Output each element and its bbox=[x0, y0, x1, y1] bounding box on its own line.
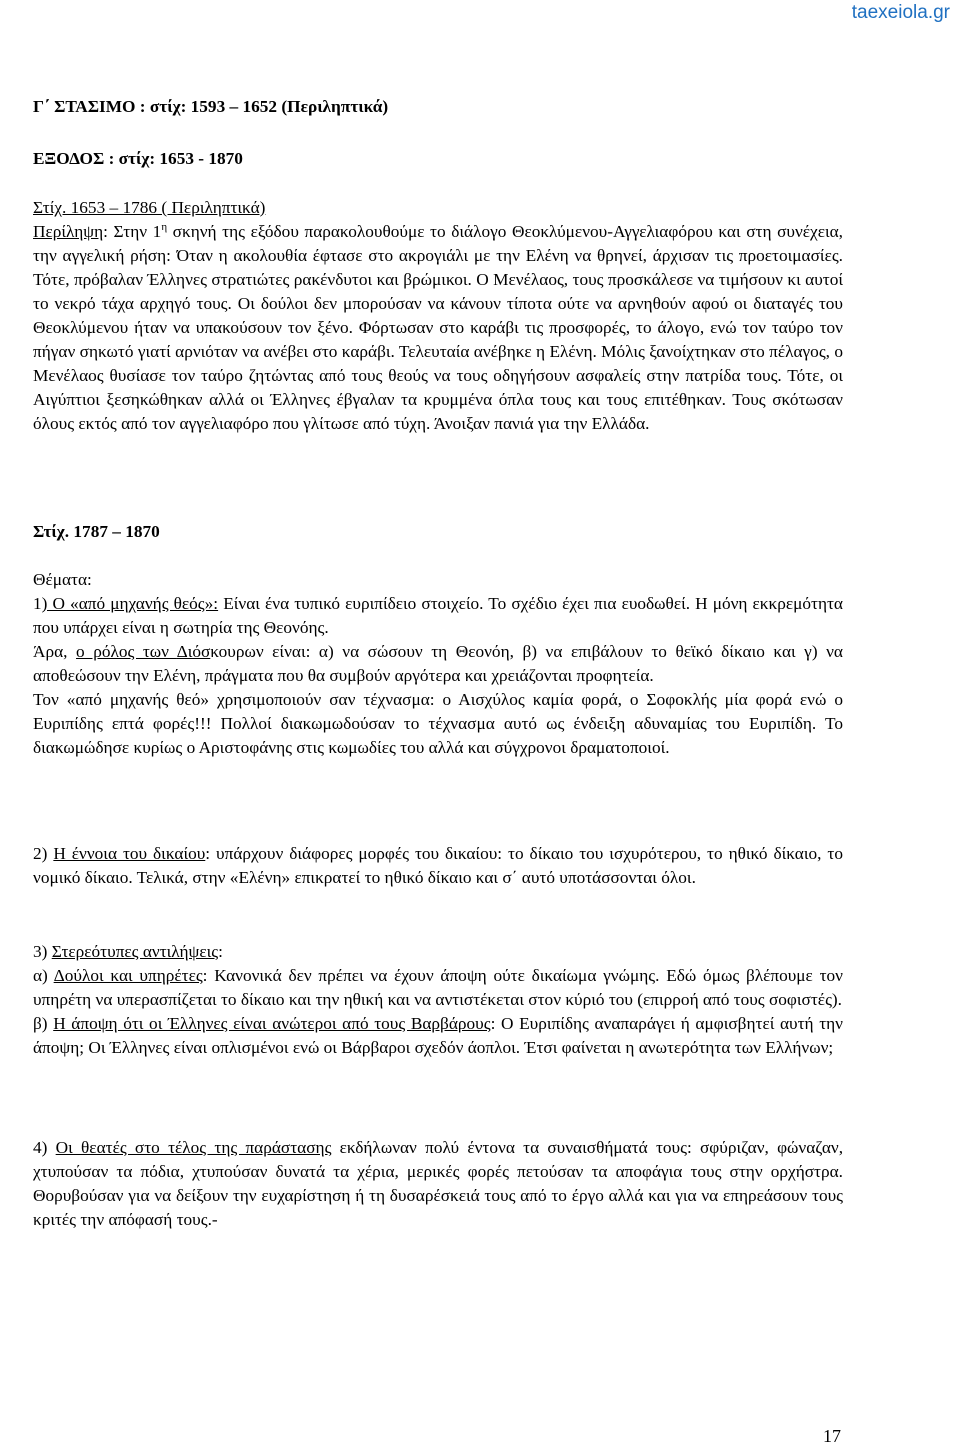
verse-range-label: Στίχ. 1653 – 1786 ( Περιληπτικά) bbox=[33, 198, 266, 217]
theme2-paragraph: 2) Η έννοια του δικαίου: υπάρχουν διάφορες μορφές του δικαίου: το δίκαιο του ισχυρότερου, το ηθικό δίκαιο, το νομικό δίκαιο. Τελικά, στην «Ελένη» επικρατεί το ηθικό δίκαιο και σ΄ αυτό υποτάσσονται όλοι. bbox=[33, 844, 843, 887]
stasimo-heading: Γ΄ ΣΤΑΣΙΜΟ : στίχ: 1593 – 1652 (Περιληπτικά) bbox=[33, 97, 389, 116]
theme1-machina-paragraph: Τον «από μηχανής θεό» χρησιμοποιούν σαν τέχνασμα: ο Αισχύλος καμία φορά, ο Σοφοκλής μία φορά ενώ ο Ευριπίδης επτά φορές!!! Πολλοί διακωμωδούσαν το τέχνασμα αυτό ως ένδειξη αδυναμίας του Ευριπίδη. Το διακωμώδησε κυρίως ο Αριστοφάνης στις κωμωδίες του αλλά και σύγχρονοι δραματοποιοί. bbox=[33, 690, 843, 757]
summary-section bbox=[33, 196, 843, 436]
verse2-heading: Στίχ. 1787 – 1870 bbox=[33, 522, 160, 541]
page-number: 17 bbox=[823, 1426, 841, 1446]
theme3-b-paragraph: β) Η άποψη ότι οι Έλληνες είναι ανώτεροι από τους Βαρβάρους: Ο Ευριπίδης αναπαράγει ή αμφισβητεί αυτή την άποψη; Οι Έλληνες είναι οπλισμένοι ενώ οι Βάρβαροι σχεδόν άοπλοι. Έτσι φαίνεται η ανωτερότητα των Ελλήνων; bbox=[33, 1014, 844, 1057]
theme3-a-title: Δούλοι και υπηρέτες bbox=[53, 966, 203, 985]
theme3-title: Στερεότυπες αντιλήψεις bbox=[51, 942, 219, 961]
exodos-heading: ΕΞΟΔΟΣ : στίχ: 1653 - 1870 bbox=[33, 149, 243, 168]
theme3-section bbox=[33, 940, 843, 1060]
theme2-section bbox=[33, 842, 843, 890]
theme1-roles-paragraph: Άρα, ο ρόλος των Διόσκουρων είναι: α) να σώσουν τη Θεονόη, β) να επιβάλουν το θεϊκό δίκαιο και γ) να αποθεώσουν την Ελένη, πράγματα που θα συμβούν αργότερα και χρειάζονται προφητεία. bbox=[33, 642, 843, 685]
theme4-section bbox=[33, 1136, 843, 1232]
theme1-section bbox=[33, 568, 843, 760]
theme3-heading: 3) Στερεότυπες αντιλήψεις: bbox=[33, 942, 223, 961]
summary-paragraph: Περίληψη: Στην $1^\eta$ σκηνή της εξόδου παρακολουθούμε το διάλογο Θεοκλύμενου-Αγγελιαφόρου και στη συνέχεια, την αγγελική ρήση: Όταν η ακολουθία έφτασε στο ακρογιάλι με την Ελένη να θρηνεί, άρχισαν τις προετοιμασίες. Τότε, πρόβαλαν Έλληνες στρατιώτες ρακένδυτοι και βρώμικοι. Ο Μενέλαος, τους προσκάλεσε να τιμήσουν κι αυτοί το νεκρό τάχα αρχηγό τους. Οι δούλοι δεν μπορούσαν να κάνουν τίποτα ούτε να αρνηθούν αφού οι διαταγές του Θεοκλύμενου ήταν να υπακούσουν τον ξένο. Φόρτωσαν στο καράβι τις προσφορές, το άλογο, ενώ τον ταύρο τον πήγαν σηκωτό γιατί αρνιόταν να ανέβει στο καράβι. Τελευταία ανέβηκε η Ελένη. Μόλις ξανοίχτηκαν στο πέλαγος, ο Μενέλαος θυσίασε τον ταύρο ζητώντας από τους θεούς να τους οδηγήσουν ασφαλείς στην πατρίδα τους. Τότε, οι Αιγύπτιοι ξεσηκώθηκαν αλλά οι Έλληνες έβγαλαν τα κρυμμένα όπλα τους και τους επιτέθηκαν. Τους σκότωσαν όλους εκτός από τον αγγελιαφόρο που γλίτωσε από τύχη. Άνοιξαν πανιά για την Ελλάδα. bbox=[33, 221, 844, 433]
theme2-title: Η έννοια του δικαίου bbox=[53, 844, 206, 863]
site-watermark: taexeiola.gr bbox=[851, 2, 950, 23]
theme3-a-paragraph: α) Δούλοι και υπηρέτες: Κανονικά δεν πρέπει να έχουν άποψη ούτε δικαίωμα γνώμης. Εδώ όμως βλέπουμε τον υπηρέτη να υπερασπίζεται το δίκαιο και την ηθική και να αντιστέκεται στον κύριό του (επιρροή από τους σοφιστές). bbox=[33, 966, 843, 1009]
theme1-title: ) Ο «από μηχανής θεός»: bbox=[41, 594, 219, 613]
theme4-paragraph: 4) Οι θεατές στο τέλος της παράστασης εκδήλωναν πολύ έντονα τα συναισθήματά τους: σφύριζαν, φώναζαν, χτυπούσαν τα πόδια, χτυπούσαν δυνατά τα χέρια, μερικές φορές πετούσαν τα αποφάγια τους στην ορχήστρα. Θορυβούσαν για να δείξουν την ευχαρίστηση ή τη δυσαρέσκειά τους από το έργο αλλά και για να επηρεάσουν τους κριτές την απόφασή τους.- bbox=[33, 1138, 844, 1229]
theme3-b-title: Η άποψη ότι οι Έλληνες είναι ανώτεροι από τους Βαρβάρους bbox=[53, 1014, 491, 1033]
summary-label: Περίληψη bbox=[33, 222, 104, 241]
themes-label: Θέματα: bbox=[33, 570, 92, 589]
theme4-title: Οι θεατές στο τέλος της παράστασης bbox=[55, 1138, 332, 1157]
theme1-paragraph: 1) Ο «από μηχανής θεός»: Είναι ένα τυπικό ευριπίδειο στοιχείο. Το σχέδιο έχει πια ευοδωθεί. Η μόνη εκκρεμότητα που υπάρχει είναι η σωτηρία της Θεονόης. bbox=[33, 594, 843, 637]
